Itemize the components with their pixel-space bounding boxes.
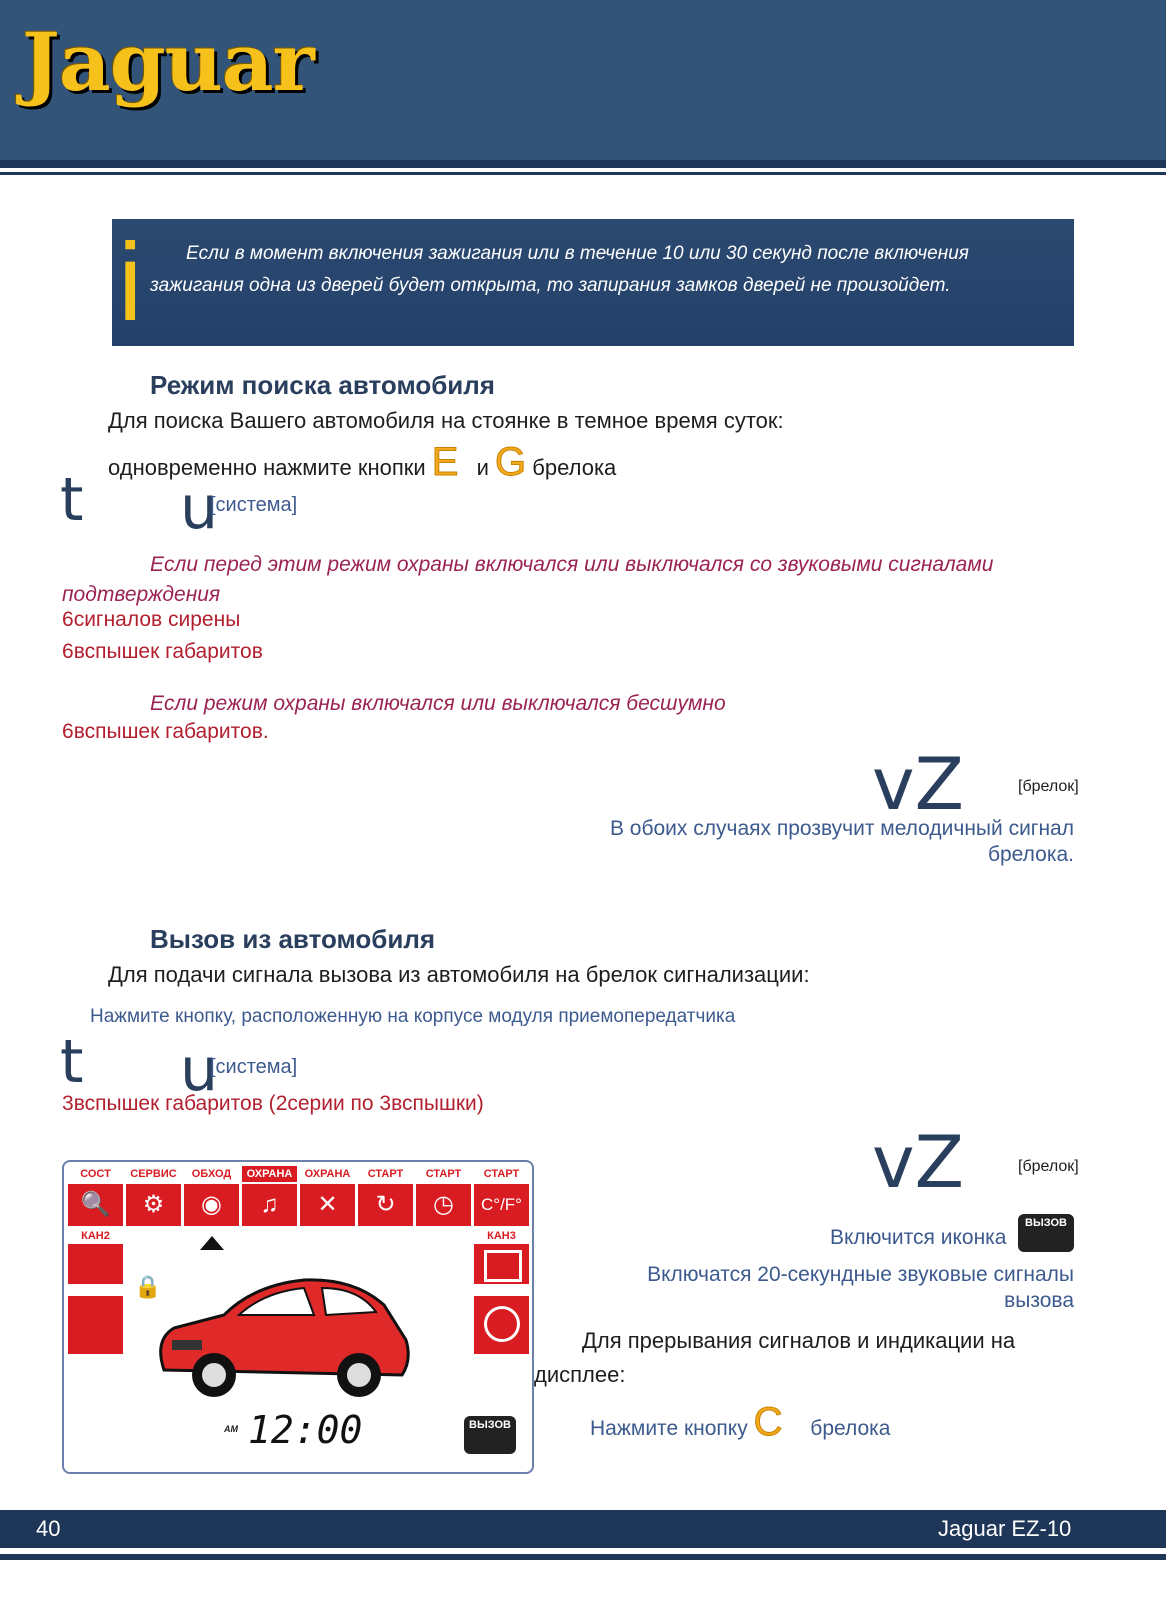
tab-start-2: СТАРТ bbox=[425, 1168, 462, 1180]
kan2-cell bbox=[68, 1244, 123, 1284]
button-e-icon: E bbox=[431, 440, 459, 484]
system-tag: [система] bbox=[210, 494, 298, 516]
window-grid-icon bbox=[484, 1250, 522, 1282]
result-siren-num: 6 bbox=[62, 608, 74, 631]
press-end: брелока bbox=[810, 1417, 891, 1440]
keyfob-display bbox=[62, 1160, 534, 1474]
model-name: Jaguar EZ-10 bbox=[938, 1516, 1072, 1541]
info-text: Если в момент включения зажигания или в течение 10 или 30 секунд после включения зажигания одна из дверей будет открыта, то запирания замков дверей не произойдет. bbox=[150, 243, 969, 296]
search-and: и bbox=[476, 455, 489, 480]
flash-num-2: 2 bbox=[275, 1092, 288, 1115]
sound-glyph-t-2: t bbox=[60, 1027, 84, 1097]
info-icon: i bbox=[118, 221, 143, 344]
tab-bypass: ОБХОД bbox=[191, 1168, 232, 1180]
light-glyph-u: u bbox=[180, 473, 219, 543]
call-icon-label: ВЫЗОВ bbox=[1025, 1217, 1067, 1229]
arrow-up-icon bbox=[200, 1236, 224, 1250]
engine-start-icon: ↻ bbox=[375, 1191, 396, 1218]
header-stripe bbox=[0, 160, 1166, 168]
magnifier-car-icon: 🔍 bbox=[80, 1191, 111, 1218]
melody-text: В обоих случаях прозвучит мелодичный сигнал брелока. bbox=[609, 817, 1074, 866]
keyfob-tag: [брелок] bbox=[1018, 778, 1079, 795]
am-label: AM bbox=[224, 1424, 238, 1434]
result-flashes bbox=[62, 640, 263, 664]
search-line1: Для поиска Вашего автомобиля на стоянке в темное время суток: bbox=[108, 408, 784, 433]
button-c-icon: C bbox=[753, 1400, 783, 1444]
no-entry-icon bbox=[484, 1306, 520, 1342]
result-flashes-text: вспышек габаритов bbox=[73, 640, 263, 663]
flash-num-3: 3 bbox=[379, 1092, 392, 1115]
speaker-mute-icon: ✕ bbox=[317, 1191, 338, 1218]
jaguar-logo: Jaguar bbox=[22, 15, 314, 109]
note-silent: Если режим охраны включался или выключался бесшумно bbox=[150, 692, 726, 715]
flash-text-2: серии по bbox=[287, 1092, 380, 1115]
flash-num-1: 3 bbox=[62, 1092, 74, 1115]
trunk-cell bbox=[68, 1296, 123, 1354]
result-silent-text: вспышек габаритов. bbox=[73, 720, 269, 743]
clock-display: 12:00 bbox=[248, 1408, 363, 1452]
temperature-icon: C°/F° bbox=[481, 1195, 522, 1214]
keyfob-glyph-vz: vZ bbox=[872, 742, 964, 826]
button-g-icon: G bbox=[495, 440, 527, 484]
signals-text: Включатся 20-секундные звуковые сигналы вызова bbox=[647, 1263, 1074, 1312]
tab-guard-active: ОХРАНА bbox=[242, 1166, 297, 1182]
system-tag-2: [система] bbox=[210, 1056, 298, 1078]
car-bypass-icon: ◉ bbox=[201, 1191, 222, 1218]
press-text: Нажмите кнопку bbox=[590, 1417, 748, 1440]
kan2-label: КАН2 bbox=[81, 1230, 110, 1242]
flash-text-3: вспышки) bbox=[391, 1092, 484, 1115]
note-with-signals: Если перед этим режим охраны включался или выключался со звуковыми сигналами подтверждения bbox=[62, 553, 994, 606]
result-silent-num: 6 bbox=[62, 720, 74, 743]
keyfob-tag-2: [брелок] bbox=[1018, 1158, 1079, 1175]
call-flashes bbox=[62, 1092, 484, 1116]
tab-guard: ОХРАНА bbox=[304, 1168, 351, 1180]
result-flashes-num: 6 bbox=[62, 640, 74, 663]
call-instruction: Нажмите кнопку, расположенную на корпусе модуля приемопередатчика bbox=[90, 1006, 736, 1027]
kan3-label: КАН3 bbox=[487, 1230, 516, 1242]
speaker-icon: ♫ bbox=[260, 1191, 279, 1218]
light-glyph-u-2: u bbox=[180, 1035, 219, 1105]
call-line1: Для подачи сигнала вызова из автомобиля на брелок сигнализации: bbox=[108, 962, 810, 987]
interrupt-text: Для прерывания сигналов и индикации на дисплее: bbox=[534, 1328, 1016, 1387]
sound-glyph-t: t bbox=[60, 465, 84, 535]
footer-line bbox=[0, 1554, 1166, 1560]
result-silent-flashes bbox=[62, 720, 269, 744]
press-c-line bbox=[590, 1400, 890, 1445]
tab-start-3: СТАРТ bbox=[483, 1168, 520, 1180]
page-number: 40 bbox=[36, 1516, 61, 1541]
call-badge-icon bbox=[464, 1416, 516, 1454]
search-line2-end: брелока bbox=[532, 455, 617, 480]
tab-start-1: СТАРТ bbox=[367, 1168, 404, 1180]
icon-on-text: Включится иконка bbox=[830, 1226, 1007, 1249]
search-heading: Режим поиска автомобиля bbox=[150, 370, 495, 400]
call-badge-label: ВЫЗОВ bbox=[469, 1419, 511, 1431]
header-stripe-thin bbox=[0, 172, 1166, 175]
timer-icon: ◷ bbox=[433, 1191, 454, 1218]
result-siren bbox=[62, 608, 240, 632]
wrench-gear-icon: ⚙ bbox=[142, 1191, 165, 1218]
result-siren-text: сигналов сирены bbox=[73, 608, 241, 631]
flash-text-1: вспышек габаритов ( bbox=[73, 1092, 276, 1115]
tab-service: СЕРВИС bbox=[130, 1168, 177, 1180]
search-line2-start: одновременно нажмите кнопки bbox=[108, 455, 426, 480]
call-icon bbox=[1018, 1214, 1074, 1252]
keyfob-glyph-vz-2: vZ bbox=[872, 1120, 964, 1204]
tab-sost: СОСТ bbox=[80, 1168, 111, 1180]
lock-icon: 🔒 bbox=[134, 1274, 162, 1299]
car-illustration bbox=[144, 1260, 424, 1410]
call-heading: Вызов из автомобиля bbox=[150, 924, 436, 954]
